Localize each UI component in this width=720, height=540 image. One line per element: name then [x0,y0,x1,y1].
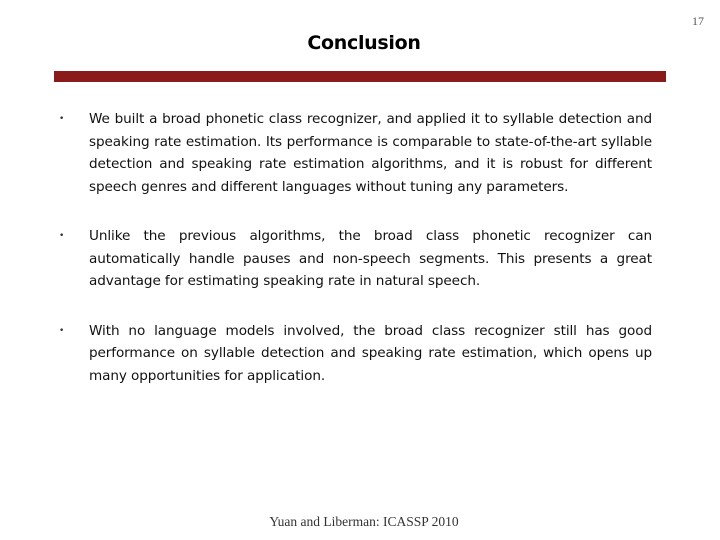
bullet-item [56,108,652,198]
page-number: 17 [692,14,704,28]
footer-citation: Yuan and Liberman: ICASSP 2010 [269,514,459,529]
bullet-text: We built a broad phonetic class recognizer, and applied it to syllable detection and speaking rate estimation. Its performance is comparable to state-of-the-art syllable detection and speaking rate estimation algorithms, and it is robust for different speech genres and different languages without tuning any parameters. [89,111,652,195]
bullet-text: With no language models involved, the broad class recognizer still has good performance on syllable detection and speaking rate estimation, which opens up many opportunities for application. [89,322,652,384]
title-underline [54,71,666,82]
bullet-item [56,320,652,388]
slide-title: Conclusion [307,32,421,54]
bullet-point: • [59,231,65,241]
bullet-list [56,108,652,387]
bullet-point: • [59,114,65,124]
bullet-point: • [59,325,65,336]
bullet-text: Unlike the previous algorithms, the broad class phonetic recognizer can automatically handle pauses and non-speech segments. This presents a great advantage for estimating speaking rate in natural speech. [89,228,652,289]
bullet-item [56,225,652,293]
